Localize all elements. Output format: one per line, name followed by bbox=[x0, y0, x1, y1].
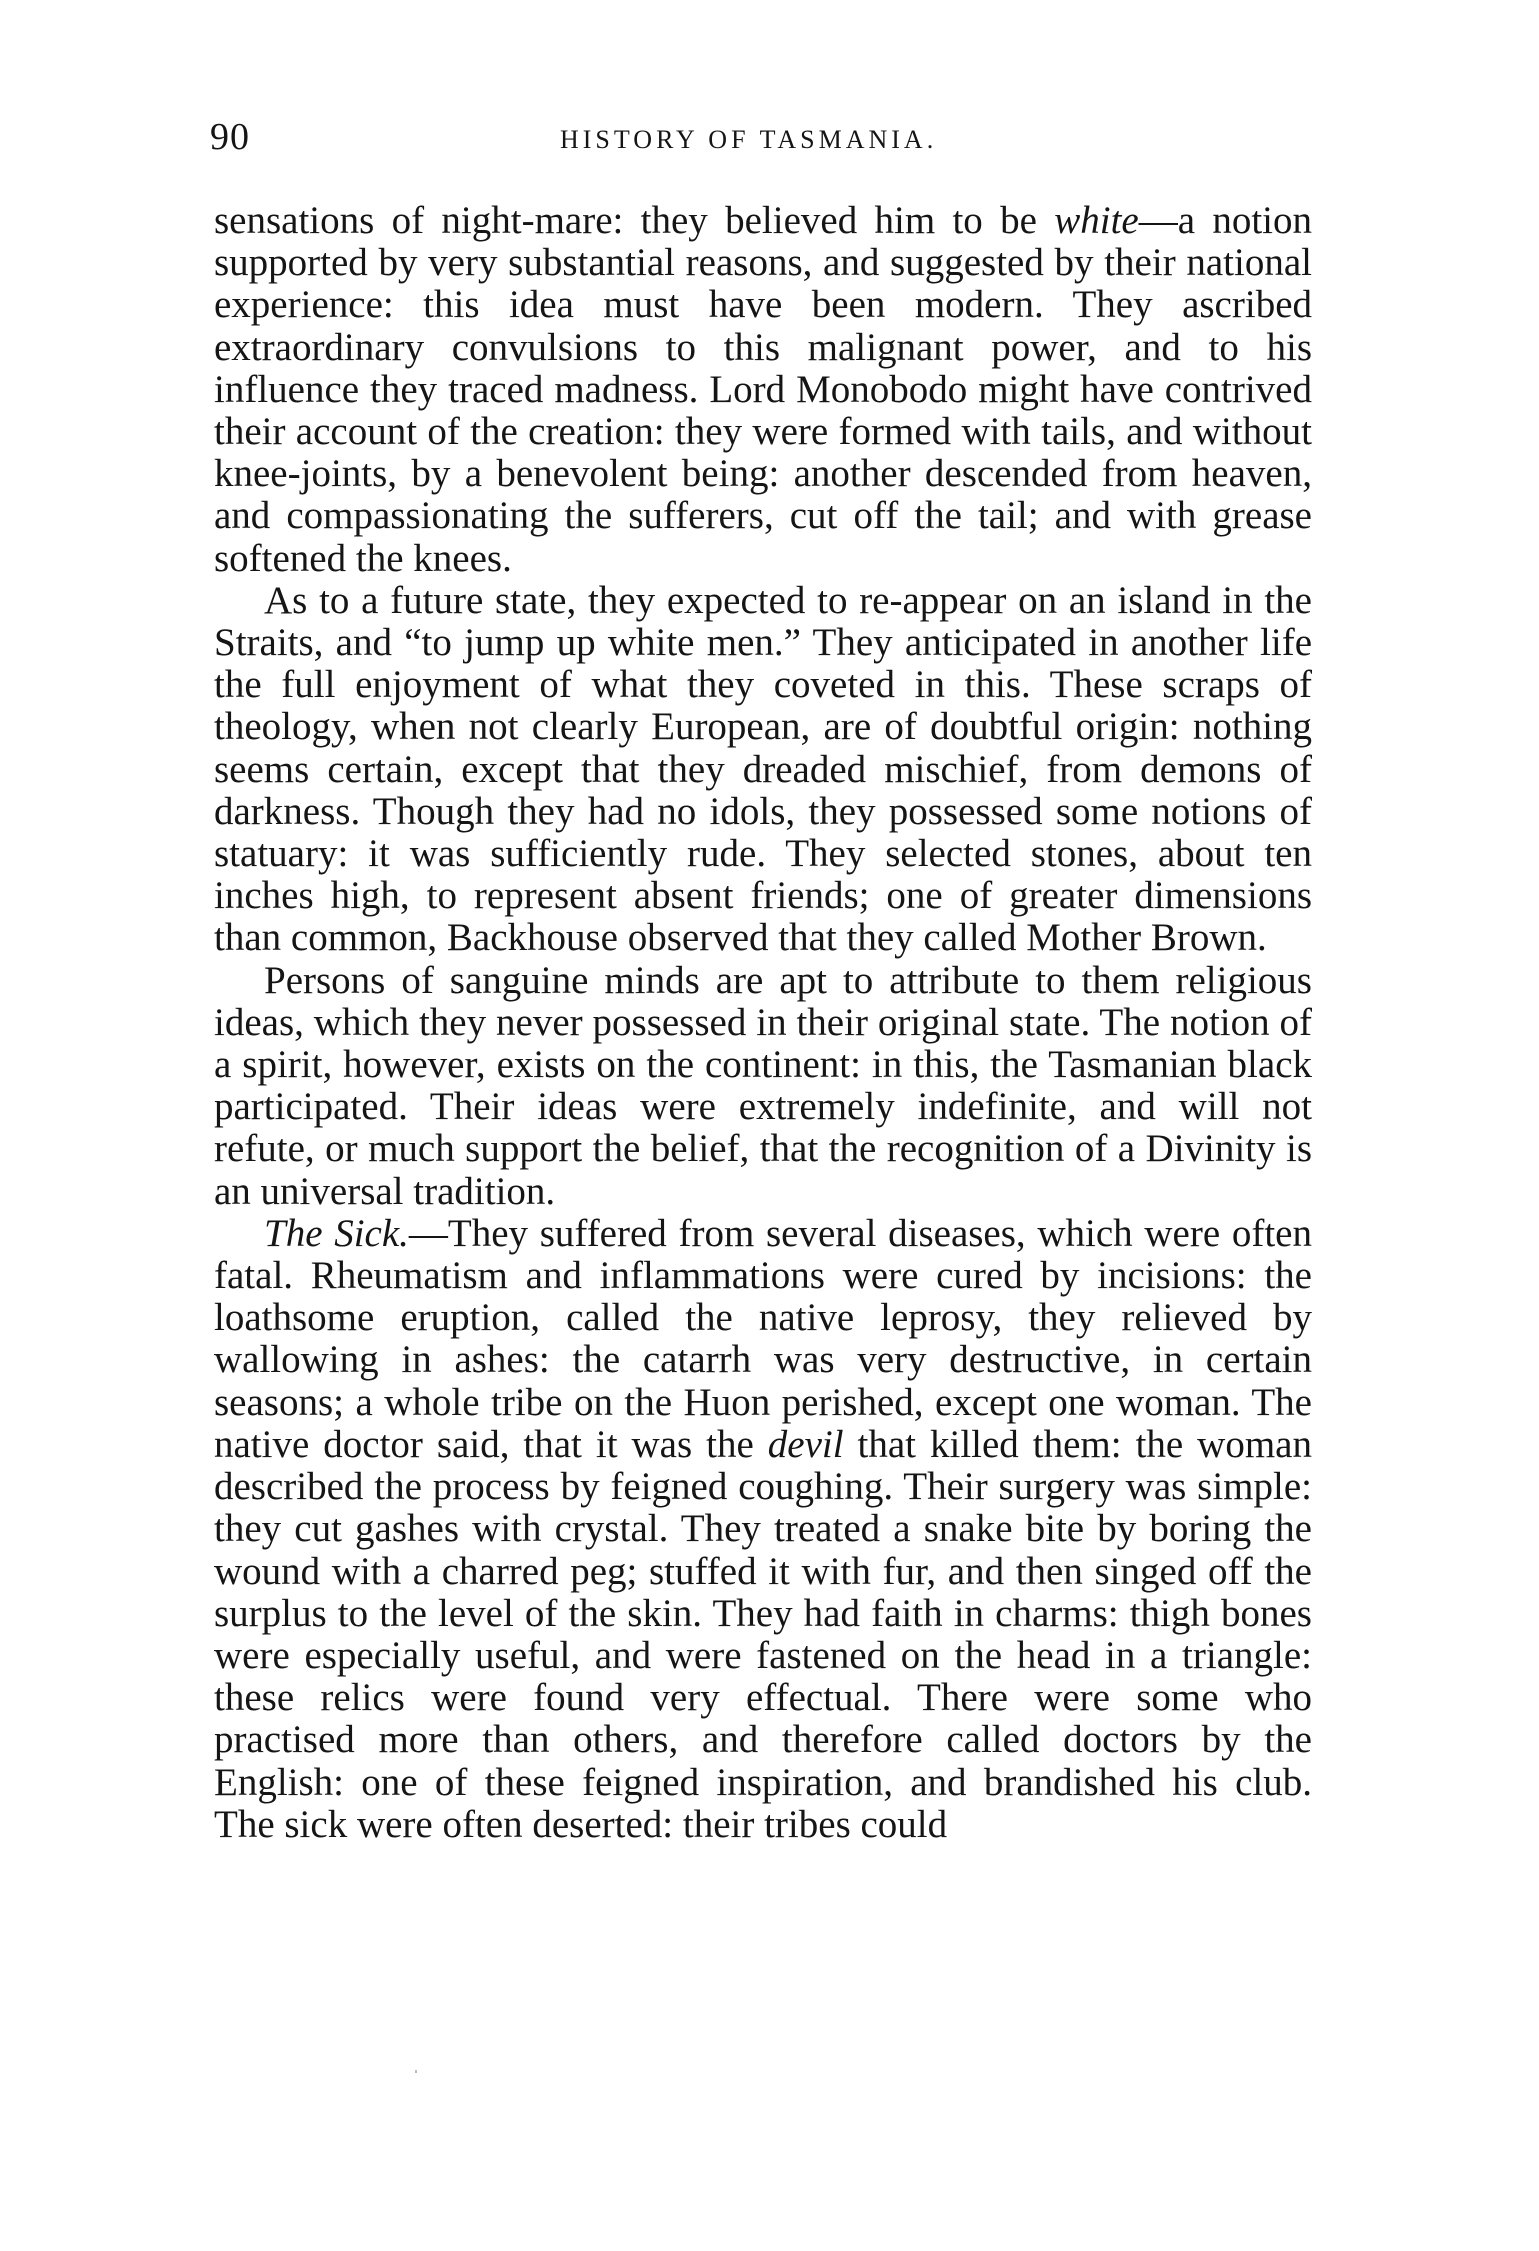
italic-run: The Sick. bbox=[264, 1211, 409, 1255]
body-text bbox=[214, 200, 1312, 1846]
text-run: Persons of sanguine minds are apt to attribute to them religious ideas, which they never possessed in their original state. The notion of a spirit, however, exists on the continent: in this, the Tasmanian black participated. Their ideas were extremely indefinite, and will not refute, or much support the belief, that the recognition of a Divinity is an universal tradition. bbox=[214, 958, 1312, 1213]
page-number: 90 bbox=[210, 116, 250, 158]
text-run: —They suffered from several diseases, which were often fatal. Rheumatism and inflammations were cured by incisions: the loathsome eruption, called the native leprosy, they relieved by wallowing in ashes: the catarrh was very destructive, in certain seasons; a whole tribe on the Huon perished, except one woman. The native doctor said, that it was the bbox=[214, 1211, 1312, 1466]
text-run: As to a future state, they expected to re-appear on an island in the Straits, and “to jump up white men.” They anticipated in another life the full enjoyment of what they coveted in this. These scraps of theology, when not clearly European, are of doubtful origin: nothing seems certain, except that they dreaded mischief, from demons of darkness. Though they had no idols, they possessed some notions of statuary: it was sufficiently rude. They selected stones, about ten inches high, to represent absent friends; one of greater dimensions than common, Backhouse observed that they called Mother Brown. bbox=[214, 578, 1312, 960]
text-run: that killed them: the woman described the process by feigned coughing. Their surgery was simple: they cut gashes with crystal. They treated a snake bite by boring the wound with a charred peg; stuffed it with fur, and then singed off the surplus to the level of the skin. They had faith in charms: thigh bones were especially useful, and were fastened on the head in a triangle: these relics were found very effectual. There were some who practised more than others, and therefore called doctors by the English: one of these feigned inspiration, and brandished his club. The sick were often deserted: their tribes could bbox=[214, 1422, 1312, 1846]
text-run: —a notion supported by very substantial reasons, and suggested by their national experience: this idea must have been modern. They ascribed extraordinary convulsions to this malignant power, and to his influence they traced madness. Lord Monobodo might have contrived their account of the creation: they were formed with tails, and without knee-joints, by a benevolent being: another descended from heaven, and compassionating the sufferers, cut off the tail; and with grease softened the knees. bbox=[214, 199, 1313, 580]
paragraph-4 bbox=[214, 1213, 1312, 1846]
paper-speck bbox=[415, 2070, 417, 2073]
paragraph-2 bbox=[214, 580, 1312, 960]
paragraph-1 bbox=[214, 200, 1312, 580]
italic-run: devil bbox=[767, 1422, 844, 1466]
text-run: sensations of night-mare: they believed him to be bbox=[214, 199, 1055, 242]
running-head: HISTORY OF TASMANIA. bbox=[560, 125, 938, 154]
paragraph-3 bbox=[214, 960, 1312, 1213]
italic-run: white bbox=[1054, 199, 1139, 242]
